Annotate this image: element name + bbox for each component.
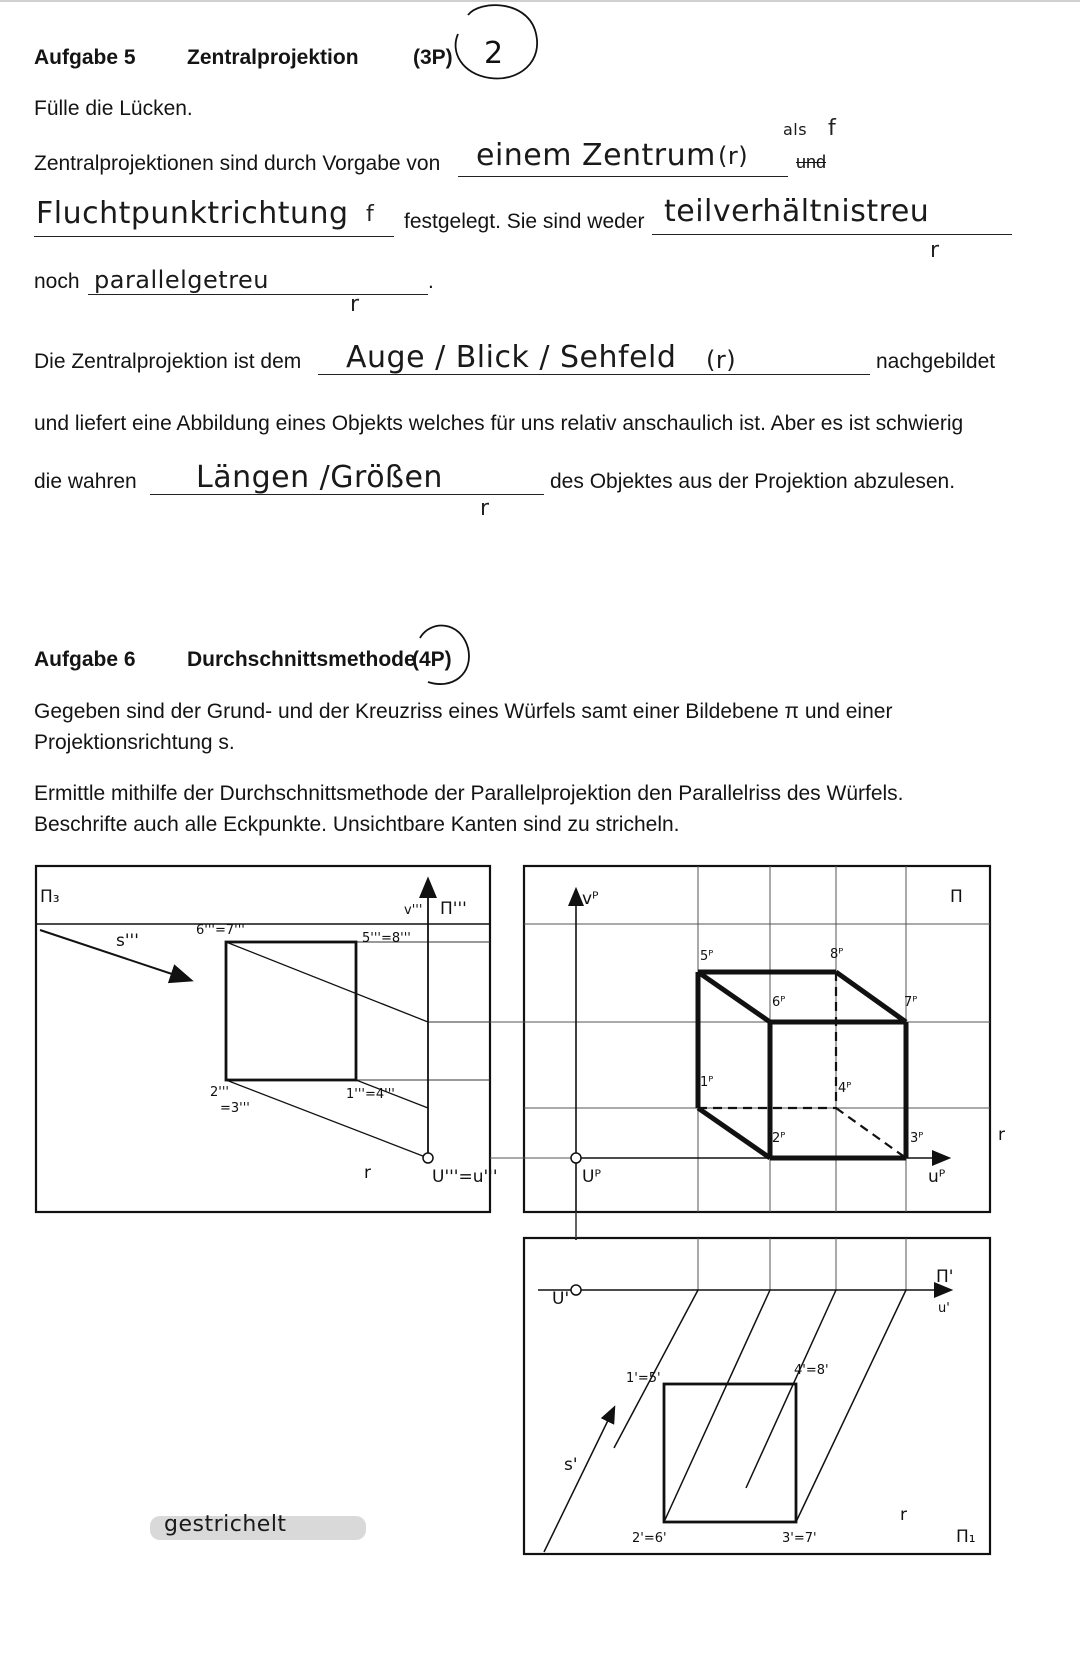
- task6-paragraph1-line2: Projektionsrichtung s.: [34, 731, 235, 754]
- answer-3: teilverhältnistreu: [664, 194, 930, 229]
- label-u1: u': [938, 1301, 950, 1316]
- task5-sentence6-end: des Objektes aus der Projektion abzulesen.: [550, 470, 956, 493]
- check-mark-top: r: [900, 1505, 907, 1525]
- task5-sentence5: und liefert eine Abbildung eines Objekts welches für uns relativ anschaulich ist. Aber es ist schwierig: [34, 412, 964, 435]
- label-v23-side-a: 2''': [210, 1085, 229, 1100]
- check-mark-side: r: [364, 1163, 371, 1183]
- task5-sentence2-mid: festgelegt. Sie sind weder: [404, 210, 645, 233]
- check-mark-6: r: [480, 496, 490, 521]
- label-p8: 8ᴾ: [830, 947, 844, 962]
- answer-5: Auge / Blick / Sehfeld: [346, 340, 677, 375]
- label-pi3-trace: Π''': [440, 899, 467, 919]
- check-mark-image: r: [998, 1125, 1005, 1145]
- answer-1: einem Zentrum: [476, 138, 716, 173]
- struck-und: und: [796, 152, 827, 172]
- label-v48: 4'=8': [794, 1363, 829, 1378]
- task5-sentence3-start: noch: [34, 270, 80, 293]
- task5-score: 2: [484, 36, 504, 71]
- label-p7: 7ᴾ: [904, 995, 918, 1010]
- correction-als: als: [783, 120, 808, 139]
- task6-paragraph2-line1: Ermittle mithilfe der Durchschnittsmethode der Parallelprojektion den Parallelriss des Würfels.: [34, 782, 904, 805]
- label-pi1: Π₁: [956, 1527, 976, 1547]
- task5-sentence4-end: nachgebildet: [876, 350, 996, 373]
- check-mark-4: r: [350, 292, 360, 317]
- task5-sentence4-start: Die Zentralprojektion ist dem: [34, 350, 302, 373]
- task5-instruction: Fülle die Lücken.: [34, 97, 193, 120]
- task6-title: Durchschnittsmethode: [187, 648, 416, 671]
- plus-mark-1: f: [828, 116, 836, 141]
- label-v23-side-b: =3''': [220, 1101, 250, 1116]
- label-p1: 1ᴾ: [700, 1075, 714, 1090]
- answer-5-mark: (r): [706, 346, 737, 374]
- label-p2: 2ᴾ: [772, 1131, 786, 1146]
- label-v67-side: 6'''=7''': [196, 923, 245, 938]
- label-v37: 3'=7': [782, 1531, 817, 1546]
- task6-points: (4P): [412, 648, 452, 671]
- task5-sentence1-start: Zentralprojektionen sind durch Vorgabe von: [34, 152, 441, 175]
- task5-sentence3-end: .: [428, 270, 434, 293]
- label-pi3: Π₃: [40, 887, 60, 907]
- label-v26: 2'=6': [632, 1531, 667, 1546]
- task6-paragraph2-line2: Beschrifte auch alle Eckpunkte. Unsichtbare Kanten sind zu stricheln.: [34, 813, 680, 836]
- check-mark-3: r: [930, 238, 940, 263]
- answer-4: parallelgetreu: [94, 266, 270, 294]
- label-pi1-trace: Π': [936, 1267, 954, 1287]
- handwritten-note: gestrichelt: [164, 1512, 287, 1537]
- label-up: uᴾ: [928, 1167, 946, 1187]
- task5-title: Zentralprojektion: [187, 46, 359, 69]
- top-view-panel: [524, 1238, 990, 1554]
- label-s1: s': [564, 1455, 578, 1475]
- answer-2: Fluchtpunktrichtung: [36, 196, 349, 231]
- label-p3: 3ᴾ: [910, 1131, 924, 1146]
- label-v3: v''': [404, 903, 423, 918]
- answer-6: Längen /Größen: [196, 460, 443, 495]
- label-pi: Π: [950, 887, 963, 907]
- answer-1-mark: (r): [718, 142, 749, 170]
- plus-mark-2: f: [366, 202, 374, 227]
- task6-paragraph1-line1: Gegeben sind der Grund- und der Kreuzriss eines Würfels samt einer Bildebene π und einer: [34, 700, 893, 723]
- label-p6: 6ᴾ: [772, 995, 786, 1010]
- label-U1: U': [552, 1289, 570, 1309]
- label-Up: Uᴾ: [582, 1167, 601, 1187]
- label-v14-side: 1'''=4''': [346, 1087, 395, 1102]
- label-u3: U'''=u''': [432, 1167, 498, 1187]
- label-p5: 5ᴾ: [700, 949, 714, 964]
- task5-points: (3P): [413, 46, 453, 69]
- task5-sentence6-start: die wahren: [34, 470, 137, 493]
- label-v15: 1'=5': [626, 1371, 661, 1386]
- side-view-panel: [36, 866, 498, 1212]
- task6-label: Aufgabe 6: [34, 648, 136, 671]
- task5-label: Aufgabe 5: [34, 46, 136, 69]
- label-v58-side: 5'''=8''': [362, 931, 411, 946]
- image-plane-panel: [490, 866, 1005, 1240]
- label-s3: s''': [116, 931, 139, 951]
- label-p4: 4ᴾ: [838, 1081, 852, 1096]
- label-vp: vᴾ: [582, 889, 599, 909]
